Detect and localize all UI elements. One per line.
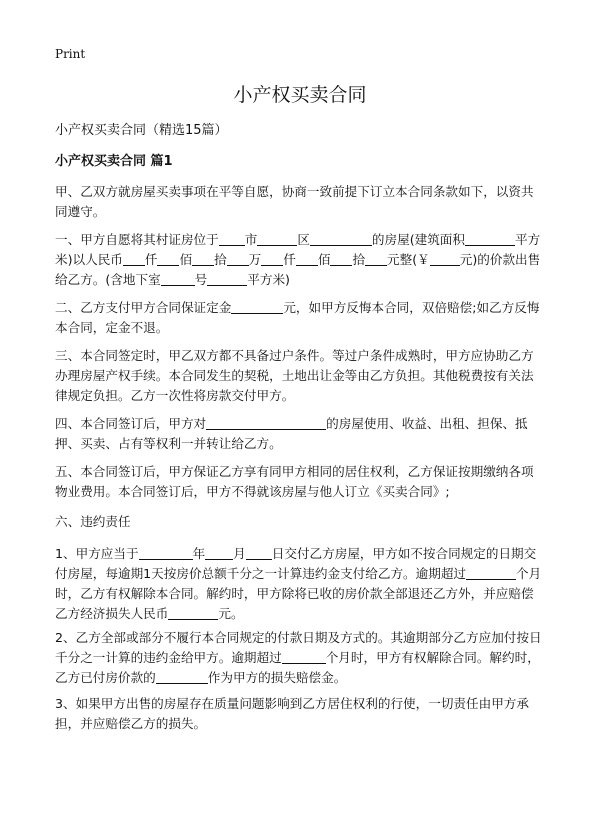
clause-text: 元)的价款出售给乙方。(含地下室	[55, 252, 541, 287]
section-heading: 小产权买卖合同 篇1	[55, 154, 173, 169]
intro-paragraph: 甲、乙双方就房屋买卖事项在平等自愿，协商一致前提下订立本合同条款如下，以资共同遵守。	[55, 184, 534, 219]
clause-text: 万	[248, 252, 262, 267]
clause-text: 拾	[214, 252, 227, 267]
clause-3: 三、本合同签定时，甲乙双方都不具备过户条件。等过户条件成熟时，甲方应协助乙方办理房屋产权手续。本合同发生的契税，土地出让金等由乙方负担。其他税费按有关法律规定负担。乙方一次性将房款交付甲方。	[55, 348, 534, 403]
print-label: Print	[55, 47, 86, 61]
blank-field	[310, 231, 372, 246]
clause-1	[55, 230, 545, 290]
blank-field	[466, 565, 516, 580]
blank-field	[330, 251, 352, 266]
blank-field	[168, 605, 218, 620]
blank-field	[139, 545, 193, 560]
blank-field	[257, 231, 297, 246]
clause-text: 一、甲方自愿将其村证房位于	[55, 232, 219, 247]
clause-6-2	[55, 628, 545, 688]
blank-field	[156, 669, 208, 684]
clause-2	[55, 298, 545, 338]
clause-6-1	[55, 544, 545, 624]
clause-text: 个月时，乙方有权解除本合同。解约时，甲方除将已收的房价款全部退还乙方外，并应赔偿乙方经济损失人民币	[55, 566, 542, 621]
page-title: 小产权买卖合同	[233, 84, 367, 106]
blank-field	[161, 271, 195, 286]
clause-4	[55, 414, 545, 454]
blank-field	[206, 415, 326, 430]
blank-field	[365, 251, 387, 266]
clause-text: 的房屋使用、收益、出租、担保、抵押、买卖、占有等权利一并转让给乙方。	[55, 416, 528, 451]
clause-text: 区	[297, 232, 310, 247]
blank-field	[192, 251, 214, 266]
document-subtitle: 小产权买卖合同（精选15篇）	[55, 123, 228, 138]
blank-field	[231, 299, 283, 314]
clause-text: 2、乙方全部或部分不履行本合同规定的付款日期及方式的。其逾期部分乙方应加付按日千分之一计算的违约金给甲方。逾期超过	[55, 630, 542, 665]
clause-text: 佰	[179, 252, 193, 267]
clause-text: 月	[233, 546, 246, 561]
clause-text: 号	[194, 272, 208, 287]
blank-field	[465, 231, 515, 246]
clause-text: 市	[244, 232, 258, 247]
clause-text: 个月时，甲方有权解除合同。解约时，乙方已付房价款的	[55, 650, 540, 685]
blank-field	[227, 251, 249, 266]
blank-field	[123, 251, 145, 266]
clause-text: 元，如甲方反悔本合同，双倍赔偿;如乙方反悔本合同，定金不退。	[55, 300, 540, 335]
clause-text: 仟	[144, 252, 158, 267]
clause-text: 平方米)	[247, 272, 290, 287]
clause-text: 四、本合同签订后，甲方对	[55, 416, 207, 431]
blank-field	[207, 271, 247, 286]
clause-text: 元。	[218, 606, 244, 621]
clause-6-title: 六、违约责任	[55, 514, 131, 529]
blank-field	[282, 649, 326, 664]
clause-text: 仟	[283, 252, 296, 267]
clause-text: 元整(￥	[387, 252, 430, 267]
clause-5: 五、本合同签订后，甲方保证乙方享有同甲方相同的居住权利，乙方保证按期缴纳各项物业费用。本合同签订后，甲方不得就该房屋与他人订立《买卖合同》;	[55, 464, 534, 499]
clause-text: 二、乙方支付甲方合同保证定金	[55, 300, 232, 315]
blank-field	[246, 545, 272, 560]
clause-text: 拾	[352, 252, 366, 267]
clause-6-3: 3、如果甲方出售的房屋存在质量问题影响到乙方居住权利的行使，一切责任由甲方承担，并应赔偿乙方的损失。	[55, 696, 529, 731]
clause-text: 的房屋(建筑面积	[371, 232, 465, 247]
clause-text: 日交付乙方房屋，甲方如不按合同规定的日期交付房屋，每逾期1天按房价总额千分之一计算违约金支付给乙方。逾期超过	[55, 546, 537, 581]
blank-field	[157, 251, 179, 266]
blank-field	[261, 251, 283, 266]
clause-text: 1、甲方应当于	[55, 546, 139, 561]
clause-text: 平方米)以人民币	[55, 232, 541, 267]
clause-text: 作为甲方的损失赔偿金。	[207, 670, 347, 685]
clause-text: 佰	[317, 252, 331, 267]
blank-field	[430, 251, 460, 266]
blank-field	[205, 545, 233, 560]
clause-text: 年	[192, 546, 206, 561]
blank-field	[296, 251, 318, 266]
blank-field	[219, 231, 245, 246]
